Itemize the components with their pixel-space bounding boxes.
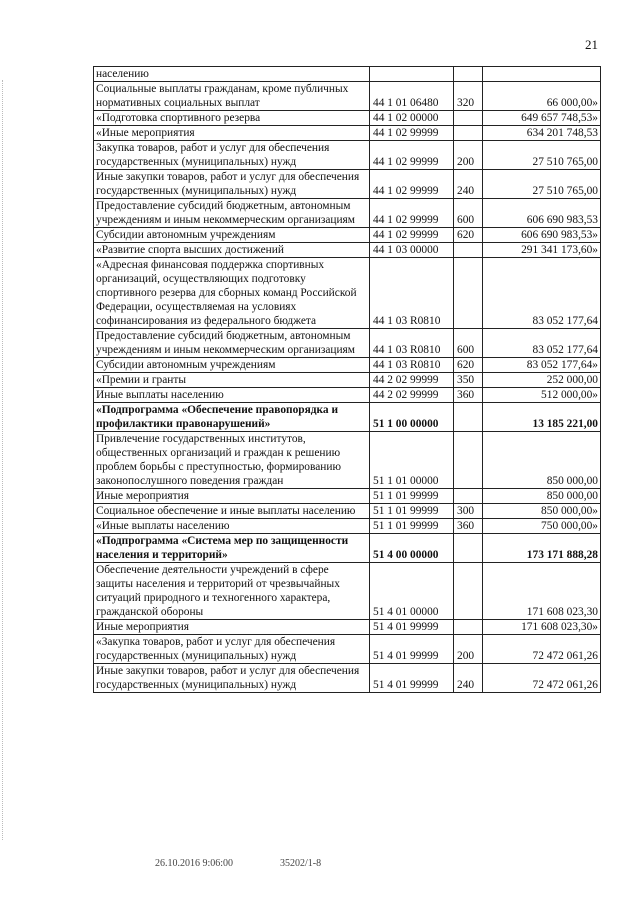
row-amount-cell: 606 690 983,53 — [483, 199, 601, 228]
row-name-cell: Социальное обеспечение и иные выплаты населению — [94, 504, 370, 519]
row-vr-cell: 350 — [454, 373, 483, 388]
row-amount-cell — [483, 67, 601, 82]
row-amount-cell: 750 000,00» — [483, 519, 601, 534]
row-amount-cell: 13 185 221,00 — [483, 403, 601, 432]
row-vr-cell: 240 — [454, 664, 483, 693]
row-vr-cell: 240 — [454, 170, 483, 199]
footer-date: 26.10.2016 9:06:00 — [155, 858, 234, 869]
table-row — [94, 635, 601, 664]
table-row — [94, 82, 601, 111]
table-row — [94, 534, 601, 563]
table-row — [94, 432, 601, 489]
row-amount-cell: 649 657 748,53» — [483, 111, 601, 126]
table-row — [94, 358, 601, 373]
row-name-cell: Иные мероприятия — [94, 489, 370, 504]
row-amount-cell: 512 000,00» — [483, 388, 601, 403]
row-amount-cell: 850 000,00 — [483, 489, 601, 504]
row-code-cell: 44 1 02 99999 — [370, 141, 454, 170]
row-vr-cell: 600 — [454, 199, 483, 228]
row-amount-cell: 171 608 023,30» — [483, 620, 601, 635]
table-row — [94, 258, 601, 329]
table-row — [94, 403, 601, 432]
row-code-cell: 44 2 02 99999 — [370, 373, 454, 388]
row-name-cell: «Подпрограмма «Обеспечение правопорядка и профилактики правонарушений» — [94, 403, 370, 432]
row-name-cell: Закупка товаров, работ и услуг для обеспечения государственных (муниципальных) нужд — [94, 141, 370, 170]
table-row — [94, 126, 601, 141]
footer-document-code: 35202/1-8 — [280, 858, 322, 869]
row-amount-cell: 72 472 061,26 — [483, 664, 601, 693]
row-vr-cell: 360 — [454, 519, 483, 534]
row-amount-cell: 634 201 748,53 — [483, 126, 601, 141]
row-name-cell: Обеспечение деятельности учреждений в сфере защиты населения и территорий от чрезвычайных ситуаций природного и техногенного характера, гражданской обороны — [94, 563, 370, 620]
row-name-cell: Привлечение государственных институтов, общественных организаций и граждан к решению проблем борьбы с преступностью, формированию законопослушного поведения граждан — [94, 432, 370, 489]
row-amount-cell: 252 000,00 — [483, 373, 601, 388]
row-amount-cell: 291 341 173,60» — [483, 243, 601, 258]
row-vr-cell — [454, 489, 483, 504]
row-code-cell: 51 1 01 99999 — [370, 519, 454, 534]
row-code-cell: 51 4 01 99999 — [370, 635, 454, 664]
row-code-cell: 44 1 02 99999 — [370, 199, 454, 228]
row-code-cell: 51 1 00 00000 — [370, 403, 454, 432]
row-vr-cell — [454, 67, 483, 82]
row-amount-cell: 850 000,00 — [483, 432, 601, 489]
row-code-cell: 44 1 03 R0810 — [370, 329, 454, 358]
row-vr-cell: 200 — [454, 141, 483, 170]
row-name-cell: Социальные выплаты гражданам, кроме публичных нормативных социальных выплат — [94, 82, 370, 111]
row-vr-cell: 360 — [454, 388, 483, 403]
row-code-cell: 51 1 01 99999 — [370, 489, 454, 504]
page-number: 21 — [585, 37, 598, 52]
row-vr-cell — [454, 563, 483, 620]
table-row — [94, 228, 601, 243]
row-code-cell: 44 1 02 00000 — [370, 111, 454, 126]
row-vr-cell — [454, 111, 483, 126]
row-amount-cell: 83 052 177,64 — [483, 258, 601, 329]
table-row — [94, 664, 601, 693]
row-vr-cell — [454, 403, 483, 432]
row-amount-cell: 66 000,00» — [483, 82, 601, 111]
table-row — [94, 373, 601, 388]
row-vr-cell: 620 — [454, 358, 483, 373]
row-code-cell: 51 4 01 00000 — [370, 563, 454, 620]
row-amount-cell: 27 510 765,00 — [483, 141, 601, 170]
row-code-cell: 51 1 01 99999 — [370, 504, 454, 519]
row-amount-cell: 606 690 983,53» — [483, 228, 601, 243]
budget-table — [93, 66, 601, 693]
row-code-cell: 51 4 01 99999 — [370, 664, 454, 693]
row-vr-cell — [454, 243, 483, 258]
table-row — [94, 489, 601, 504]
row-amount-cell: 171 608 023,30 — [483, 563, 601, 620]
row-amount-cell: 83 052 177,64 — [483, 329, 601, 358]
table-row — [94, 519, 601, 534]
row-name-cell: Предоставление субсидий бюджетным, автономным учреждениям и иным некоммерческим организациям — [94, 329, 370, 358]
row-code-cell: 44 2 02 99999 — [370, 388, 454, 403]
row-vr-cell: 620 — [454, 228, 483, 243]
margin-scan-marks — [2, 80, 11, 840]
row-amount-cell: 83 052 177,64» — [483, 358, 601, 373]
table-row — [94, 111, 601, 126]
row-name-cell: Иные закупки товаров, работ и услуг для обеспечения государственных (муниципальных) нужд — [94, 664, 370, 693]
row-name-cell: «Иные мероприятия — [94, 126, 370, 141]
row-name-cell: Иные мероприятия — [94, 620, 370, 635]
row-vr-cell — [454, 620, 483, 635]
row-name-cell: «Развитие спорта высших достижений — [94, 243, 370, 258]
table-row — [94, 67, 601, 82]
row-vr-cell — [454, 258, 483, 329]
row-name-cell: «Премии и гранты — [94, 373, 370, 388]
table-row — [94, 504, 601, 519]
row-name-cell: Субсидии автономным учреждениям — [94, 228, 370, 243]
row-vr-cell: 200 — [454, 635, 483, 664]
row-name-cell: Иные закупки товаров, работ и услуг для обеспечения государственных (муниципальных) нужд — [94, 170, 370, 199]
table-row — [94, 620, 601, 635]
row-code-cell: 44 1 02 99999 — [370, 228, 454, 243]
table-row — [94, 329, 601, 358]
row-code-cell: 51 4 01 99999 — [370, 620, 454, 635]
table-row — [94, 563, 601, 620]
row-amount-cell: 72 472 061,26 — [483, 635, 601, 664]
row-amount-cell: 27 510 765,00 — [483, 170, 601, 199]
row-vr-cell — [454, 432, 483, 489]
table-row — [94, 199, 601, 228]
row-code-cell: 44 1 03 R0810 — [370, 258, 454, 329]
row-vr-cell: 300 — [454, 504, 483, 519]
row-code-cell: 51 1 01 00000 — [370, 432, 454, 489]
row-vr-cell: 320 — [454, 82, 483, 111]
row-name-cell: Субсидии автономным учреждениям — [94, 358, 370, 373]
row-code-cell: 44 1 02 99999 — [370, 170, 454, 199]
row-name-cell: «Закупка товаров, работ и услуг для обеспечения государственных (муниципальных) нужд — [94, 635, 370, 664]
row-code-cell: 44 1 02 99999 — [370, 126, 454, 141]
row-code-cell: 44 1 03 R0810 — [370, 358, 454, 373]
row-name-cell: «Иные выплаты населению — [94, 519, 370, 534]
table-row — [94, 170, 601, 199]
row-vr-cell — [454, 126, 483, 141]
budget-table-body — [94, 67, 601, 693]
row-code-cell: 44 1 01 06480 — [370, 82, 454, 111]
table-row — [94, 388, 601, 403]
row-name-cell: «Подготовка спортивного резерва — [94, 111, 370, 126]
row-vr-cell — [454, 534, 483, 563]
row-name-cell: «Подпрограмма «Система мер по защищенности населения и территорий» — [94, 534, 370, 563]
row-code-cell: 51 4 00 00000 — [370, 534, 454, 563]
row-name-cell: «Адресная финансовая поддержка спортивных организаций, осуществляющих подготовку спортивного резерва для сборных команд Российской Федерации, осуществляемая на условиях софинансирования из федерального бюджета — [94, 258, 370, 329]
table-row — [94, 141, 601, 170]
row-name-cell: населению — [94, 67, 370, 82]
table-row — [94, 243, 601, 258]
row-vr-cell: 600 — [454, 329, 483, 358]
row-amount-cell: 173 171 888,28 — [483, 534, 601, 563]
row-amount-cell: 850 000,00» — [483, 504, 601, 519]
row-name-cell: Предоставление субсидий бюджетным, автономным учреждениям и иным некоммерческим организациям — [94, 199, 370, 228]
row-code-cell: 44 1 03 00000 — [370, 243, 454, 258]
row-code-cell — [370, 67, 454, 82]
row-name-cell: Иные выплаты населению — [94, 388, 370, 403]
